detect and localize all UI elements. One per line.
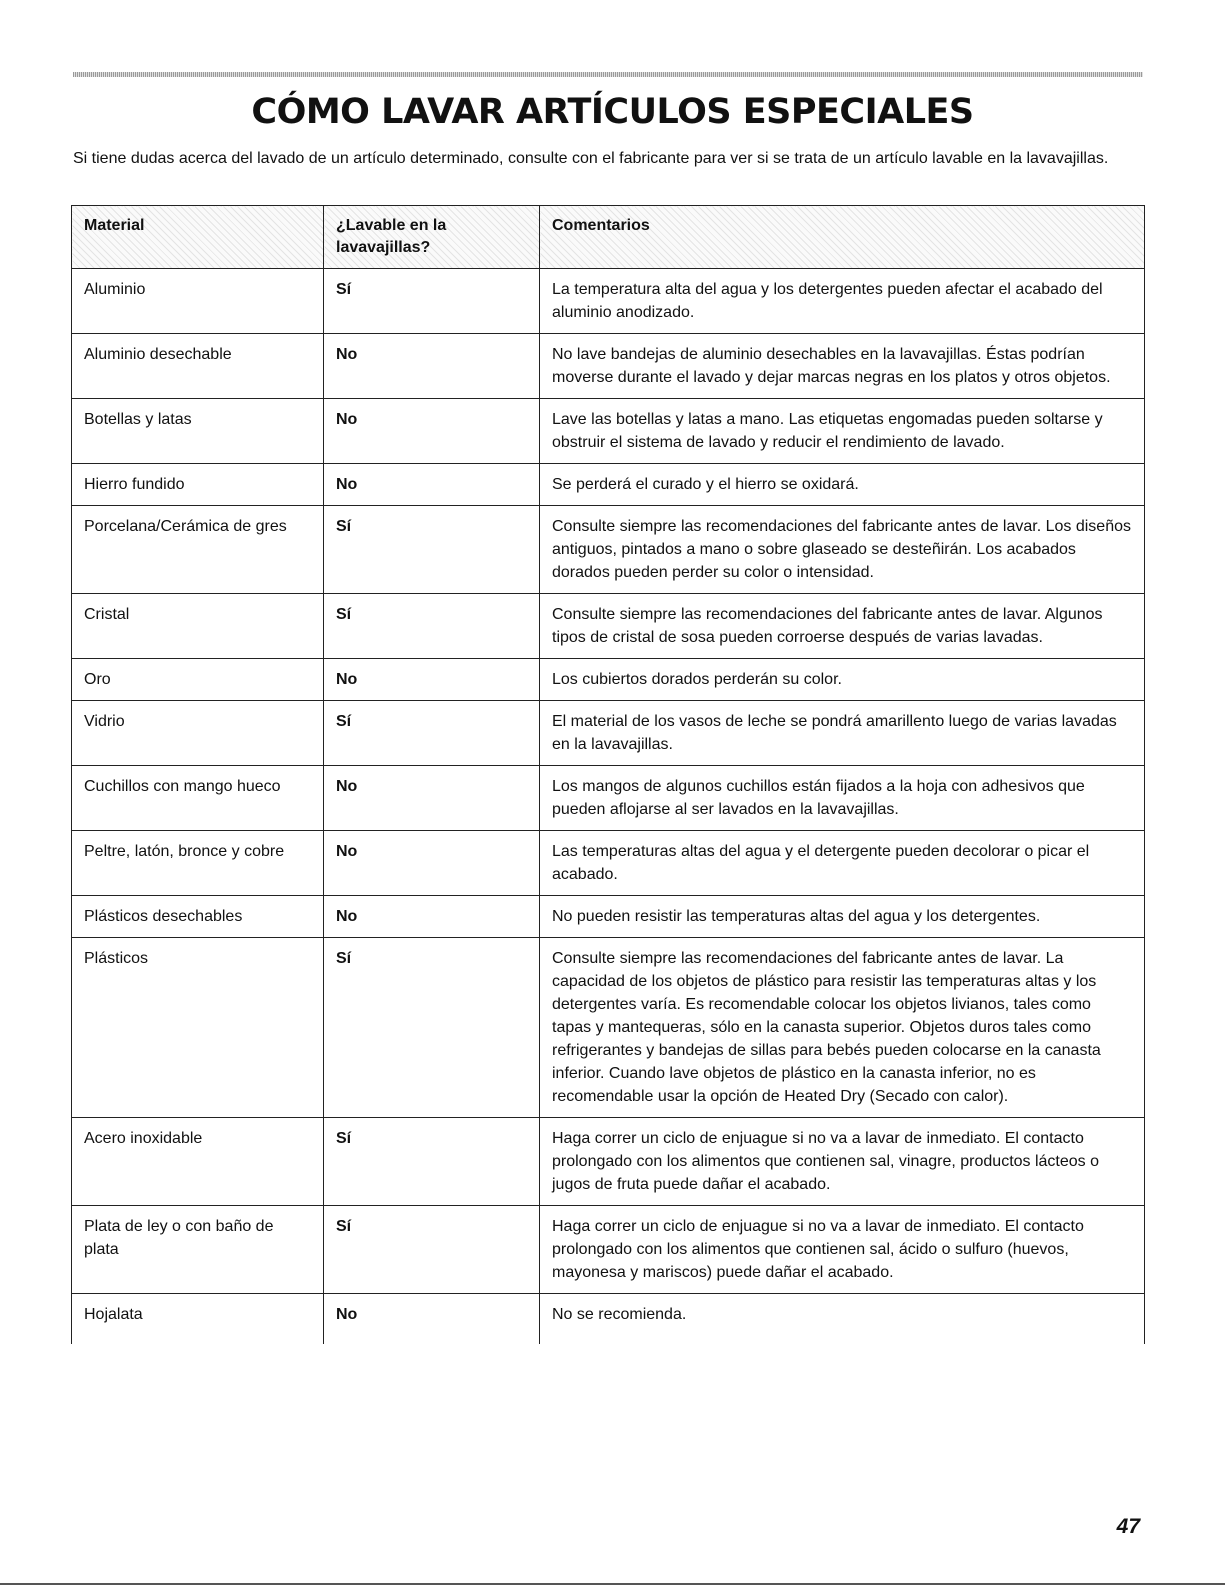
washable-cell: No <box>324 399 540 464</box>
washable-cell: No <box>324 659 540 701</box>
material-cell: Plásticos <box>72 938 324 1118</box>
comment-cell: Consulte siempre las recomendaciones del fabricante antes de lavar. Los diseños antiguos, pintados a mano o sobre glaseado se desteñirán. Los acabados dorados pueden perder su color o intensidad. <box>540 506 1145 594</box>
comment-cell: Haga correr un ciclo de enjuague si no va a lavar de inmediato. El contacto prolongado con los alimentos que contienen sal, vinagre, productos lácteos o jugos de fruta puede dañar el acabado. <box>540 1118 1145 1206</box>
washable-cell: No <box>324 1294 540 1345</box>
table-row <box>72 506 1145 594</box>
washable-cell: Sí <box>324 1118 540 1206</box>
comment-cell: Consulte siempre las recomendaciones del fabricante antes de lavar. La capacidad de los objetos de plástico para resistir las temperaturas altas y los detergentes varía. Es recomendable colocar los objetos livianos, tales como tapas y mantequeras, sólo en la canasta superior. Objetos duros tales como refrigerantes y bandejas de sillas para bebés pueden colocarse en la canasta inferior. Cuando lave objetos de plástico en la canasta inferior, no es recomendable usar la opción de Heated Dry (Secado con calor). <box>540 938 1145 1118</box>
table-row <box>72 831 1145 896</box>
table-row <box>72 464 1145 506</box>
washable-cell: No <box>324 896 540 938</box>
washable-cell: No <box>324 334 540 399</box>
material-cell: Hierro fundido <box>72 464 324 506</box>
header-material: Material <box>72 206 324 269</box>
comment-cell: Consulte siempre las recomendaciones del fabricante antes de lavar. Algunos tipos de cristal de sosa pueden corroerse después de varias lavadas. <box>540 594 1145 659</box>
material-cell: Acero inoxidable <box>72 1118 324 1206</box>
material-cell: Cuchillos con mango hueco <box>72 766 324 831</box>
washable-cell: No <box>324 464 540 506</box>
table-row <box>72 1294 1145 1345</box>
table-row <box>72 269 1145 334</box>
material-cell: Porcelana/Cerámica de gres <box>72 506 324 594</box>
material-cell: Aluminio desechable <box>72 334 324 399</box>
materials-table <box>71 205 1145 1344</box>
washable-cell: No <box>324 766 540 831</box>
material-cell: Plata de ley o con baño de plata <box>72 1206 324 1294</box>
comment-cell: Haga correr un ciclo de enjuague si no va a lavar de inmediato. El contacto prolongado con los alimentos que contienen sal, ácido o sulfuro (huevos, mayonesa y mariscos) puede dañar el acabado. <box>540 1206 1145 1294</box>
washable-cell: No <box>324 831 540 896</box>
comment-cell: El material de los vasos de leche se pondrá amarillento luego de varias lavadas en la lavavajillas. <box>540 701 1145 766</box>
material-cell: Hojalata <box>72 1294 324 1345</box>
material-cell: Aluminio <box>72 269 324 334</box>
comment-cell: Las temperaturas altas del agua y el detergente pueden decolorar o picar el acabado. <box>540 831 1145 896</box>
table-row <box>72 938 1145 1118</box>
comment-cell: No se recomienda. <box>540 1294 1145 1345</box>
page-title: CÓMO LAVAR ARTÍCULOS ESPECIALES <box>251 92 974 132</box>
table-header-row <box>72 206 1145 269</box>
table-row <box>72 334 1145 399</box>
comment-cell: No pueden resistir las temperaturas altas del agua y los detergentes. <box>540 896 1145 938</box>
top-rule <box>73 72 1143 77</box>
table-row <box>72 1118 1145 1206</box>
washable-cell: Sí <box>324 506 540 594</box>
table-row <box>72 594 1145 659</box>
comment-cell: Los cubiertos dorados perderán su color. <box>540 659 1145 701</box>
material-cell: Peltre, latón, bronce y cobre <box>72 831 324 896</box>
washable-cell: Sí <box>324 594 540 659</box>
table-row <box>72 1206 1145 1294</box>
comment-cell: Los mangos de algunos cuchillos están fijados a la hoja con adhesivos que pueden aflojarse al ser lavados en la lavavajillas. <box>540 766 1145 831</box>
header-comments: Comentarios <box>540 206 1145 269</box>
material-cell: Oro <box>72 659 324 701</box>
table-row <box>72 701 1145 766</box>
material-cell: Botellas y latas <box>72 399 324 464</box>
material-cell: Cristal <box>72 594 324 659</box>
washable-cell: Sí <box>324 269 540 334</box>
comment-cell: La temperatura alta del agua y los detergentes pueden afectar el acabado del aluminio anodizado. <box>540 269 1145 334</box>
table-row <box>72 896 1145 938</box>
comment-cell: Se perderá el curado y el hierro se oxidará. <box>540 464 1145 506</box>
table-row <box>72 766 1145 831</box>
material-cell: Vidrio <box>72 701 324 766</box>
header-washable: ¿Lavable en la lavavajillas? <box>324 206 540 269</box>
washable-cell: Sí <box>324 701 540 766</box>
comment-cell: No lave bandejas de aluminio desechables en la lavavajillas. Éstas podrían moverse durante el lavado y dejar marcas negras en los platos y otros objetos. <box>540 334 1145 399</box>
washable-cell: Sí <box>324 1206 540 1294</box>
table-row <box>72 659 1145 701</box>
material-cell: Plásticos desechables <box>72 896 324 938</box>
intro-paragraph: Si tiene dudas acerca del lavado de un artículo determinado, consulte con el fabricante para ver si se trata de un artículo lavable en la lavavajillas. <box>73 150 1109 167</box>
table-row <box>72 399 1145 464</box>
comment-cell: Lave las botellas y latas a mano. Las etiquetas engomadas pueden soltarse y obstruir el sistema de lavado y reducir el rendimiento de lavado. <box>540 399 1145 464</box>
washable-cell: Sí <box>324 938 540 1118</box>
page-number: 47 <box>1116 1515 1140 1538</box>
